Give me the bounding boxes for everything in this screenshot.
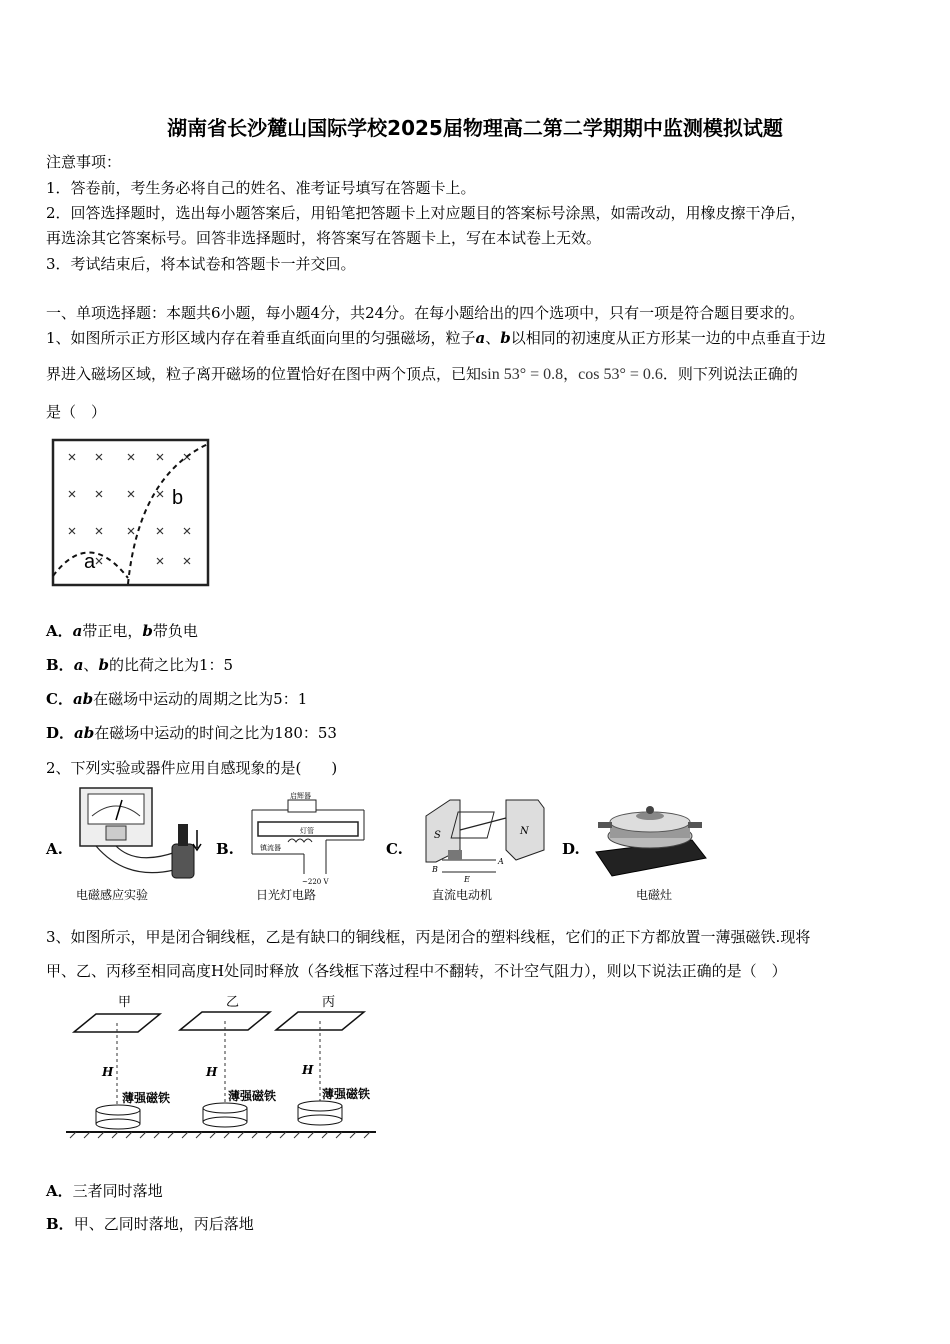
voltage-label: ~220 V bbox=[302, 878, 329, 886]
height-label-1: H bbox=[102, 1065, 114, 1079]
option-key: C． bbox=[46, 690, 73, 708]
q1-stem-line-1 bbox=[46, 327, 826, 348]
frame-jia-label: 甲 bbox=[118, 995, 132, 1010]
q2-option-b-key[interactable]: B. bbox=[216, 840, 234, 858]
ballast-label: 镇流器 bbox=[260, 844, 281, 852]
magnet-label-2: 薄强磁铁 bbox=[228, 1089, 277, 1103]
q1-comma: ， bbox=[563, 365, 579, 383]
option-var: a bbox=[72, 622, 83, 640]
pole-s: S bbox=[434, 830, 441, 841]
q3-option-b[interactable] bbox=[46, 1213, 254, 1234]
induction-experiment-figure bbox=[76, 786, 204, 886]
magnet-1 bbox=[96, 1105, 140, 1129]
q1-stem-line-3: 是（ ） bbox=[46, 403, 107, 421]
option-text: 三者同时落地 bbox=[72, 1182, 163, 1200]
tube-label: 灯管 bbox=[300, 827, 314, 835]
q1-option-a[interactable] bbox=[46, 620, 198, 641]
q2-option-a-key[interactable]: A. bbox=[46, 840, 63, 858]
brush-a: A bbox=[498, 857, 504, 866]
height-label-2: H bbox=[206, 1065, 218, 1079]
q1-var-a: a bbox=[475, 329, 486, 347]
option-key: A． bbox=[46, 622, 73, 640]
option-text: 带正电， bbox=[82, 622, 143, 640]
q1-text: 1、如图所示正方形区域内存在着垂直纸面向里的匀强磁场，粒子 bbox=[46, 329, 476, 347]
field-cross-marks bbox=[69, 454, 190, 564]
q2-option-c-key[interactable]: C. bbox=[386, 840, 403, 858]
notice-item-1: 1．答卷前，考生务必将自己的姓名、准考证号填写在答题卡上。 bbox=[46, 179, 476, 197]
notice-item-2-cont: 再选涂其它答案标号。回答非选择题时，将答案写在答题卡上，写在本试卷上无效。 bbox=[46, 229, 602, 247]
option-key: D． bbox=[46, 724, 75, 742]
option-text: 甲、乙同时落地，丙后落地 bbox=[73, 1215, 254, 1233]
q1-sep: 、 bbox=[485, 329, 501, 347]
notice-heading: 注意事项： bbox=[46, 153, 122, 171]
notice-item-2: 2．回答选择题时，选出每小题答案后，用铅笔把答题卡上对应题目的答案标号涂黑，如需改动，用橡皮擦干净后， bbox=[46, 204, 806, 222]
label-a: a bbox=[84, 551, 96, 573]
q3-stem-line-2: 甲、乙、丙移至相同高度H处同时释放（各线框下落过程中不翻转，不计空气阻力），则以下说法正确的是（ ） bbox=[46, 962, 787, 980]
option-text: 在磁场中运动的周期之比为5：1 bbox=[93, 690, 308, 708]
q2-caption-b: 日光灯电路 bbox=[256, 888, 317, 902]
q1-option-d[interactable] bbox=[46, 722, 337, 743]
frame-bing-label: 丙 bbox=[322, 995, 336, 1010]
option-text: 、 bbox=[83, 656, 99, 674]
sin-formula: sin 53° = 0.8 bbox=[481, 366, 564, 383]
magnet-label-3: 薄强磁铁 bbox=[322, 1087, 371, 1101]
brush-b: B bbox=[432, 865, 438, 874]
option-var: ab bbox=[72, 690, 94, 708]
height-label-3: H bbox=[302, 1063, 314, 1077]
magnet-label-1: 薄强磁铁 bbox=[122, 1091, 171, 1105]
option-text-2: 带负电 bbox=[152, 622, 198, 640]
q1-magnetic-field-figure bbox=[44, 436, 214, 591]
q1-var-b: b bbox=[500, 329, 511, 347]
induction-cooker-figure bbox=[592, 798, 708, 882]
label-b: b bbox=[172, 487, 184, 509]
starter-label: 启辉器 bbox=[290, 792, 311, 800]
q1-option-c[interactable] bbox=[46, 688, 307, 709]
option-var: a bbox=[73, 656, 84, 674]
q3-option-a[interactable] bbox=[46, 1180, 163, 1201]
q2-stem: 2、下列实验或器件应用自感现象的是( ) bbox=[46, 759, 338, 777]
q2-option-d-key[interactable]: D. bbox=[562, 840, 580, 858]
option-var-2: b bbox=[98, 656, 109, 674]
q1-text-2: 以相同的初速度从正方形某一边的中点垂直于边 bbox=[510, 329, 826, 347]
option-key: B． bbox=[46, 1215, 74, 1233]
brush-e: E bbox=[464, 875, 470, 884]
fluorescent-circuit-figure bbox=[244, 790, 372, 888]
section-heading: 一、单项选择题：本题共6小题，每小题4分，共24分。在每小题给出的四个选项中，只有一项是符合题目要求的。 bbox=[46, 304, 805, 322]
option-var-2: b bbox=[142, 622, 153, 640]
q2-caption-a: 电磁感应实验 bbox=[76, 888, 149, 902]
q1-text-4: ．则下列说法正确的 bbox=[662, 365, 798, 383]
pole-n: N bbox=[520, 826, 529, 837]
q2-caption-d: 电磁灶 bbox=[636, 888, 673, 902]
option-text-2: 的比荷之比为1：5 bbox=[108, 656, 234, 674]
option-key: B． bbox=[46, 656, 74, 674]
notice-item-3: 3．考试结束后，将本试卷和答题卡一并交回。 bbox=[46, 255, 356, 273]
option-text: 在磁场中运动的时间之比为180：53 bbox=[94, 724, 337, 742]
q3-falling-frames-figure bbox=[60, 990, 390, 1140]
trajectory-b bbox=[128, 444, 208, 584]
frame-yi-label: 乙 bbox=[226, 995, 240, 1010]
option-key: A． bbox=[46, 1182, 73, 1200]
page-title: 湖南省长沙麓山国际学校2025届物理高二第二学期期中监测模拟试题 bbox=[167, 116, 783, 140]
magnet-3 bbox=[298, 1101, 342, 1125]
dc-motor-figure bbox=[420, 790, 550, 886]
q2-caption-c: 直流电动机 bbox=[432, 888, 493, 902]
q1-option-b[interactable] bbox=[46, 654, 233, 675]
cos-formula: cos 53° = 0.6 bbox=[578, 366, 663, 383]
q1-text-3: 界进入磁场区域，粒子离开磁场的位置恰好在图中两个顶点，已知 bbox=[46, 365, 482, 383]
q3-stem-line-1: 3、如图所示，甲是闭合铜线框，乙是有缺口的铜线框，丙是闭合的塑料线框，它们的正下方都放置一薄强磁铁.现将 bbox=[46, 928, 811, 946]
q1-stem-line-2 bbox=[46, 363, 798, 384]
magnet-2 bbox=[203, 1103, 247, 1127]
option-var: ab bbox=[74, 724, 95, 742]
